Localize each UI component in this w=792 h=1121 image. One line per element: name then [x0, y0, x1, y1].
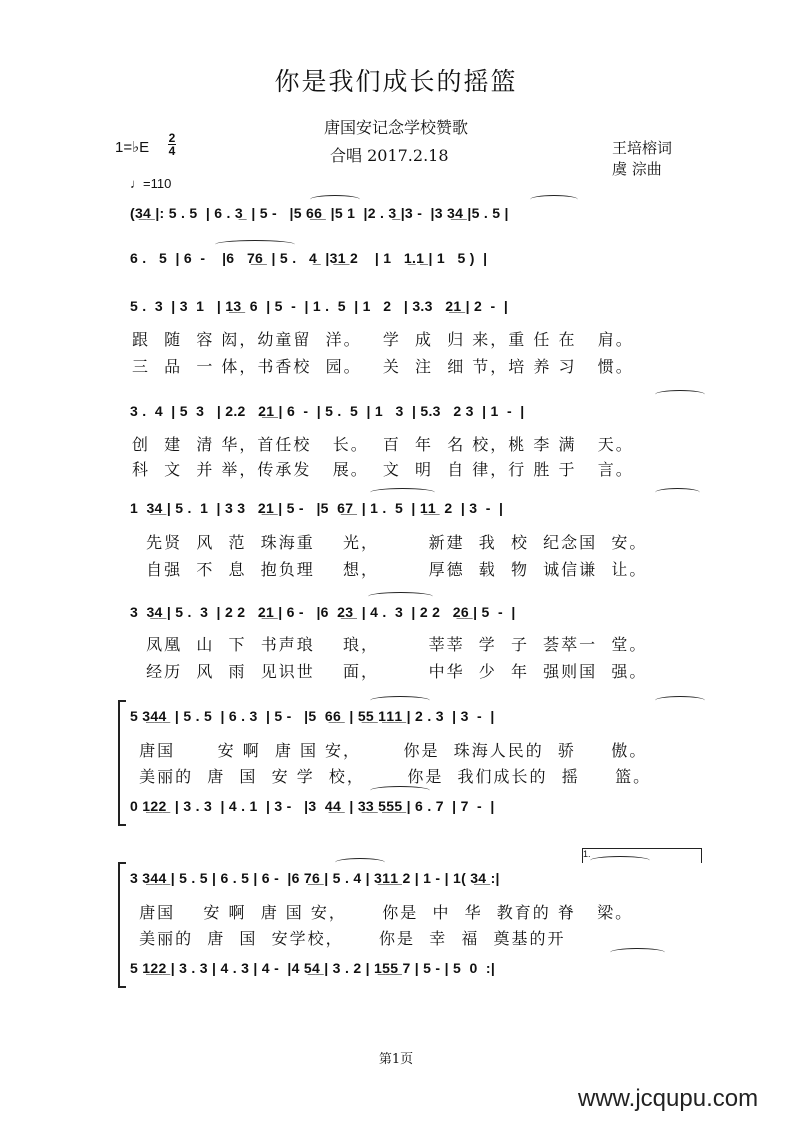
performance-date: 合唱 2017.2.18: [330, 146, 449, 165]
slur: [370, 696, 430, 705]
lyric-verse-2: 经历 风 雨 见识世 面， 中华 少 年 强则国 强。: [132, 662, 648, 681]
slur: [370, 488, 435, 497]
lyric-verse-1: 创 建 清 华，首任校 长。 百 年 名 校，桃 李 满 天。: [132, 435, 634, 454]
lyric-verse-1: 跟 随 容 闳，幼童留 洋。 学 成 归 来，重 任 在 肩。: [132, 330, 634, 349]
notation-line-upper: 3 3̲4̲4̲ | 5 . 5 | 6 . 5 | 6 - |6 7̲6̲ | 5 . 4 | 3̲1̲1̲ 2 | 1 - | 1( 3̲4̲ :|: [130, 870, 500, 886]
lyric-verse-1: 先贤 风 范 珠海重 光， 新建 我 校 纪念国 安。: [132, 533, 648, 552]
slur: [370, 786, 430, 795]
slur: [655, 390, 705, 399]
lyric-verse-2: 美丽的 唐 国 安学校， 你是 幸 福 奠基的开: [132, 929, 566, 948]
page-number: 第1页: [378, 1052, 414, 1067]
notation-line: 6 . 5 | 6 - |6 7̲6̲ | 5 . 4̲ |3̲1̲ 2 | 1 1̲.1̲ | 1 5 ) |: [130, 250, 488, 266]
lyric-verse-2: 科 文 并 举，传承发 展。 文 明 自 律，行 胜 于 言。: [132, 460, 634, 479]
time-signature-top: 2: [168, 131, 176, 145]
slur: [310, 195, 360, 204]
site-watermark: www.jcqupu.com: [578, 1085, 759, 1112]
slur: [610, 948, 665, 957]
tempo-marking: ♩=110: [130, 176, 172, 191]
system-brace: [118, 862, 126, 988]
notation-line: 1 3̲4̲ | 5 . 1 | 3 3 2̲1̲ | 5 - |5 6̲7̲ | 1 . 5 | 1̲1̲ 2 | 3 - |: [130, 500, 504, 516]
song-title: 你是我们成长的摇篮: [274, 67, 518, 96]
notation-line: 3 3̲4̲ | 5 . 3 | 2 2 2̲1̲ | 6 - |6 2̲3̲ | 4 . 3 | 2 2 2̲6̲ | 5 - |: [130, 604, 516, 620]
lyric-verse-1: 凤凰 山 下 书声琅 琅， 莘莘 学 子 荟萃一 堂。: [132, 635, 648, 654]
lyric-verse-2: 美丽的 唐 国 安 学 校， 你是 我们成长的 摇 篮。: [132, 767, 652, 786]
slur: [530, 195, 578, 204]
lyric-verse-1: 唐国 安 啊 唐 国 安， 你是 珠海人民的 骄 傲。: [132, 741, 648, 760]
key-signature: 1=♭E: [115, 139, 150, 156]
slur: [590, 856, 650, 865]
slur: [215, 240, 295, 249]
system-brace: [118, 700, 126, 826]
notation-line-lower: 5 1̲2̲2̲ | 3 . 3 | 4 . 3 | 4 - |4 5̲4̲ | 3 . 2 | 1̲5̲5̲ 7 | 5 - | 5 0 :|: [130, 960, 496, 976]
lyricist-credit: 王培榕词: [612, 139, 673, 157]
slur: [655, 488, 700, 497]
lyric-verse-2: 自强 不 息 抱负理 想， 厚德 载 物 诚信谦 让。: [132, 560, 648, 579]
slur: [655, 696, 705, 705]
volta-label: 1.: [583, 849, 591, 859]
song-subtitle: 唐国安记念学校赞歌: [323, 118, 468, 137]
composer-credit: 虞 淙曲: [612, 160, 662, 178]
time-signature-bottom: 4: [168, 144, 176, 158]
notation-line: 5 . 3 | 3 1 | 1̲3̲ 6 | 5 - | 1 . 5 | 1 2 | 3.3 2̲1̲ | 2 - |: [130, 298, 509, 314]
notation-line: 3 . 4 | 5 3 | 2.2 2̲1̲ | 6 - | 5 . 5 | 1 3 | 5.3 2 3 | 1 - |: [130, 403, 525, 419]
lyric-verse-1: 唐国 安 啊 唐 国 安， 你是 中 华 教育的 脊 梁。: [132, 903, 634, 922]
notation-line-upper: 5 3̲4̲4̲ | 5 . 5 | 6 . 3 | 5 - |5 6̲6̲ | 5̲5̲ 1̲1̲1̲ | 2 . 3 | 3 - |: [130, 708, 495, 724]
notation-line: (3̲4̲ |: 5 . 5 | 6 . 3̲ | 5 - |5 6̲6̲ |5 1 |2 . 3̲ |3 - |3 3̲4̲ |5 . 5 |: [130, 205, 509, 221]
lyric-verse-2: 三 品 一 体，书香校 园。 关 注 细 节，培 养 习 惯。: [132, 357, 634, 376]
notation-line-lower: 0 1̲2̲2̲ | 3 . 3 | 4 . 1 | 3 - |3 4̲4̲ | 3̲3̲ 5̲5̲5̲ | 6 . 7 | 7 - |: [130, 798, 495, 814]
slur: [368, 592, 433, 601]
slur: [335, 858, 385, 867]
time-signature: [168, 132, 176, 157]
